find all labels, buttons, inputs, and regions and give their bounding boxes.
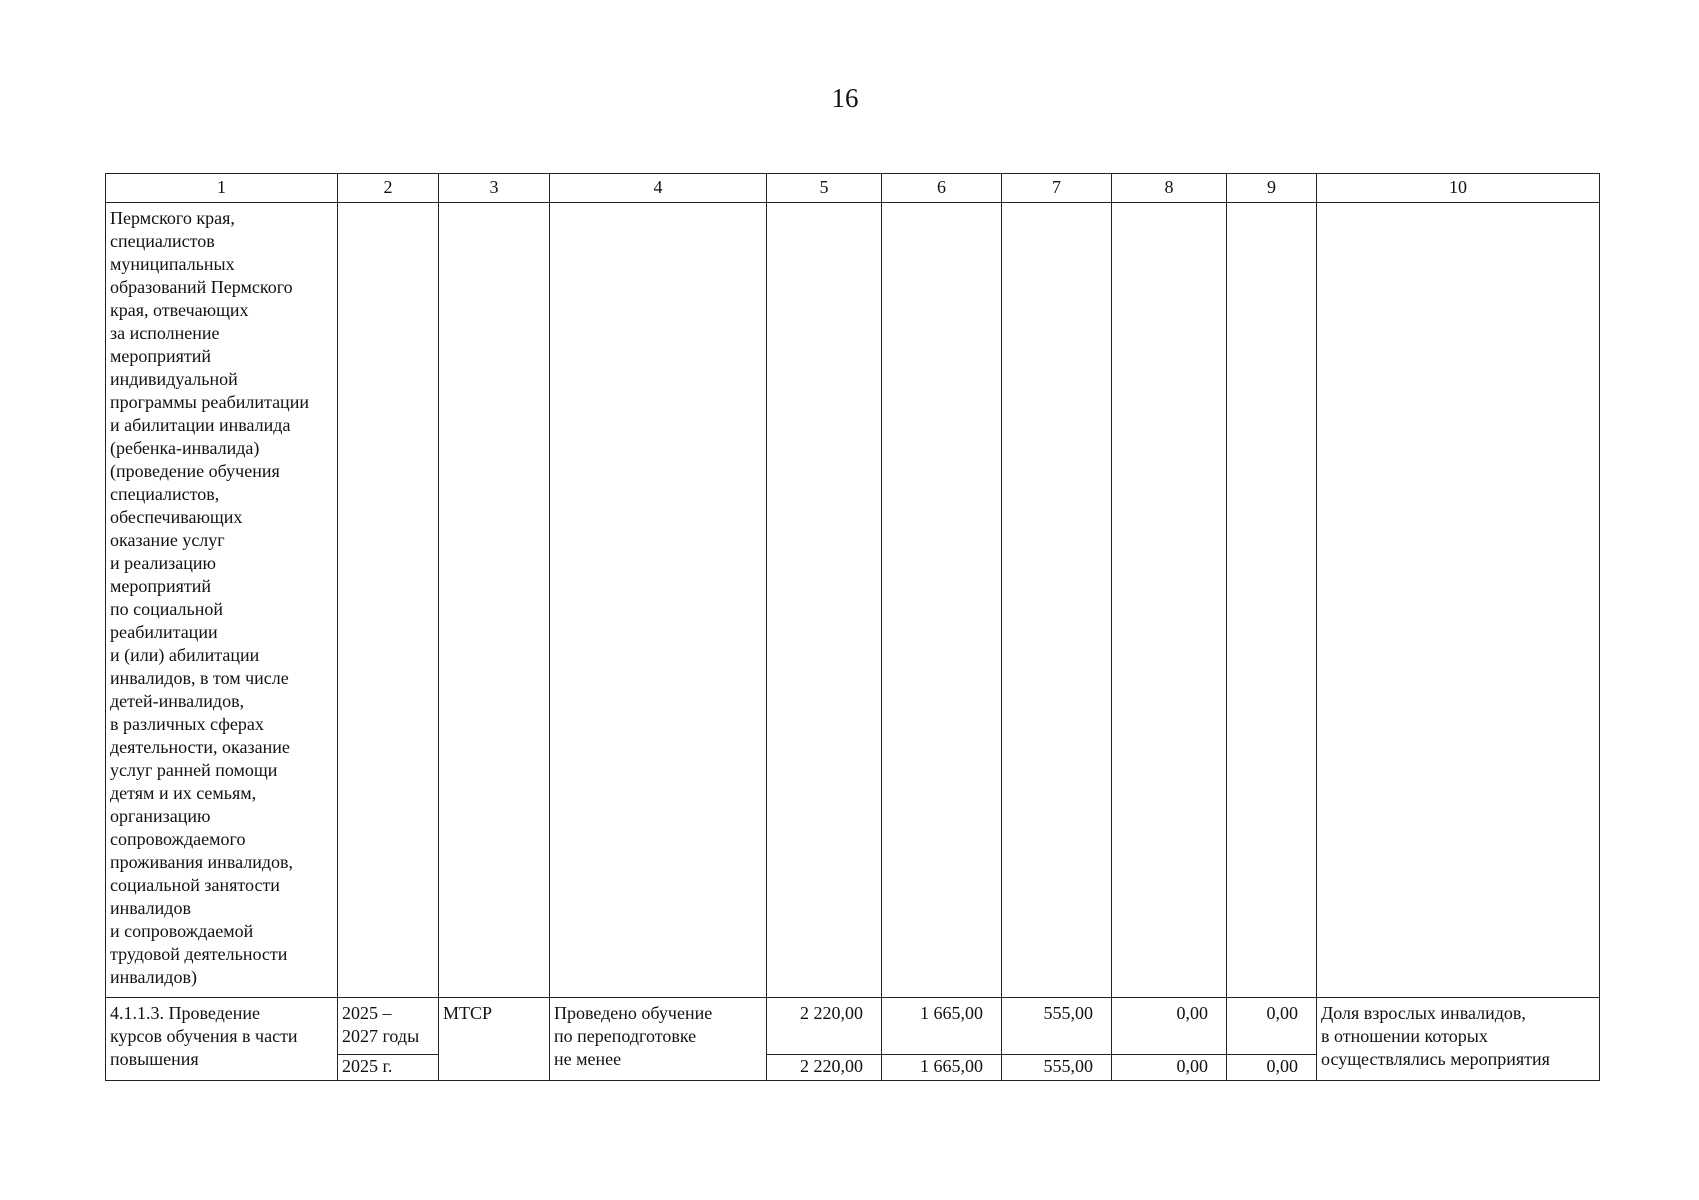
amount-total: 2 220,00 — [767, 998, 882, 1055]
indicator-cell: Доля взрослых инвалидов, в отношении которых осуществлялись мероприятия — [1317, 998, 1600, 1081]
amount-col7: 555,00 — [1002, 1055, 1112, 1081]
column-header: 5 — [767, 174, 882, 203]
column-header: 9 — [1227, 174, 1317, 203]
amount-col9: 0,00 — [1227, 998, 1317, 1055]
empty-cell — [1227, 203, 1317, 998]
continued-description: Пермского края, специалистов муниципальных образований Пермского края, отвечающих за исполнение мероприятий индивидуальной программы реабилитации и абилитации инвалида (ребенка-инвалида) (проведение обучения специалистов, обеспечивающих оказание услуг и реализацию мероприятий по социальной реабилитации и (или) абилитации инвалидов, в том числе детей-инвалидов, в различных сферах деятельности, оказание услуг ранней помощи детям и их семьям, организацию сопровождаемого проживания инвалидов, социальной занятости инвалидов и сопровождаемой трудовой деятельности инвалидов) — [106, 203, 338, 998]
column-header: 2 — [338, 174, 439, 203]
page-number: 16 — [831, 83, 859, 113]
column-header: 10 — [1317, 174, 1600, 203]
column-header: 4 — [550, 174, 767, 203]
empty-cell — [550, 203, 767, 998]
column-header: 8 — [1112, 174, 1227, 203]
column-header: 3 — [439, 174, 550, 203]
period-cell: 2025 г. — [338, 1055, 439, 1081]
empty-cell — [882, 203, 1002, 998]
result-cell: Проведено обучение по переподготовке не менее — [550, 998, 767, 1081]
amount-col8: 0,00 — [1112, 998, 1227, 1055]
amount-col7: 555,00 — [1002, 998, 1112, 1055]
column-header: 1 — [106, 174, 338, 203]
empty-cell — [767, 203, 882, 998]
empty-cell — [439, 203, 550, 998]
empty-cell — [1112, 203, 1227, 998]
item-name: 4.1.1.3. Проведение курсов обучения в части повышения — [106, 998, 338, 1081]
table-row — [106, 998, 1600, 1055]
table-row — [106, 203, 1600, 998]
period-cell: 2025 – 2027 годы — [338, 998, 439, 1055]
empty-cell — [338, 203, 439, 998]
empty-cell — [1317, 203, 1600, 998]
empty-cell — [1002, 203, 1112, 998]
executor-cell: МТСР — [439, 998, 550, 1081]
amount-col6: 1 665,00 — [882, 1055, 1002, 1081]
column-header: 6 — [882, 174, 1002, 203]
amount-col8: 0,00 — [1112, 1055, 1227, 1081]
column-number-row — [106, 174, 1600, 203]
column-header: 7 — [1002, 174, 1112, 203]
amount-col9: 0,00 — [1227, 1055, 1317, 1081]
amount-total: 2 220,00 — [767, 1055, 882, 1081]
amount-col6: 1 665,00 — [882, 998, 1002, 1055]
program-table — [105, 173, 1600, 1081]
